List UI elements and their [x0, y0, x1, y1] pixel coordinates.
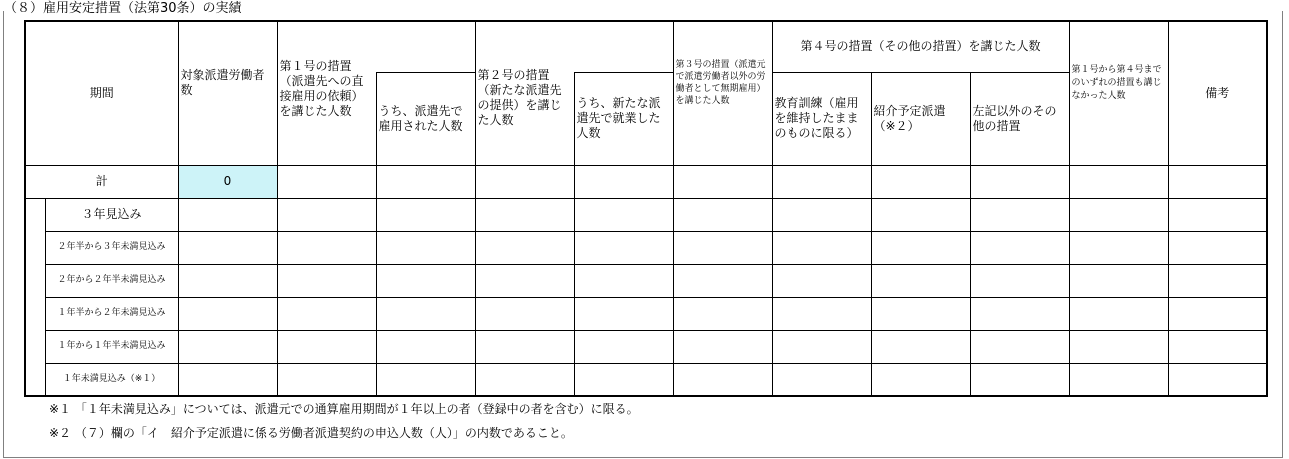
row-total-target-value[interactable]: 0 [178, 165, 277, 198]
table-cell[interactable] [376, 264, 475, 297]
table-cell[interactable] [673, 231, 772, 264]
table-cell[interactable] [970, 363, 1069, 396]
table-cell[interactable] [970, 198, 1069, 231]
header-measure1-sub [376, 72, 475, 165]
header-measure4-referral [871, 72, 970, 165]
table-cell[interactable] [970, 330, 1069, 363]
table-cell[interactable] [178, 330, 277, 363]
header-measure4: 第４号の措置（その他の措置）を講じた人数 [772, 21, 1069, 72]
note-2: ※２ （７）欄の「イ 紹介予定派遣に係る労働者派遣契約の申込人数（人）」の内数であること。 [49, 426, 573, 440]
header-measure2-top [475, 21, 673, 72]
table-cell[interactable] [178, 363, 277, 396]
row-total-label: 計 [25, 165, 178, 198]
header-measure4-other-text: 左記以外のその他の措置 [972, 103, 1057, 133]
header-measure1 [277, 59, 376, 165]
note-1: ※１ 「１年未満見込み」については、派遣元での通算雇用期間が１年以上の者（登録中の者を含む）に限る。 [49, 402, 639, 416]
header-measure2-sub [574, 72, 673, 165]
table-cell[interactable] [475, 330, 574, 363]
table-cell[interactable] [475, 165, 574, 198]
table-cell[interactable] [1069, 297, 1168, 330]
table-cell[interactable] [673, 330, 772, 363]
table-cell[interactable] [1168, 231, 1267, 264]
employment-stability-table [24, 20, 1268, 397]
table-cell[interactable] [574, 363, 673, 396]
table-cell[interactable] [277, 198, 376, 231]
table-cell[interactable] [970, 264, 1069, 297]
table-cell[interactable] [673, 165, 772, 198]
table-cell[interactable] [772, 165, 871, 198]
table-cell[interactable] [1069, 231, 1168, 264]
table-cell[interactable] [376, 330, 475, 363]
table-cell[interactable] [772, 297, 871, 330]
header-measure3 [673, 21, 772, 165]
header-measure2-text: 第２号の措置（新たな派遣先の提供）を講じた人数 [477, 68, 562, 128]
table-cell[interactable] [277, 264, 376, 297]
table-cell[interactable] [574, 264, 673, 297]
table-cell[interactable] [1069, 198, 1168, 231]
header-remarks: 備考 [1168, 21, 1267, 165]
row-2.5to3-label: ２年半から３年未満見込み [45, 231, 178, 264]
table-cell[interactable] [1168, 264, 1267, 297]
table-cell[interactable] [673, 264, 772, 297]
table-cell[interactable] [1069, 330, 1168, 363]
header-period: 期間 [25, 21, 178, 165]
row-indent-spacer [25, 198, 45, 396]
table-cell[interactable] [277, 363, 376, 396]
table-cell[interactable] [871, 363, 970, 396]
table-cell[interactable] [376, 231, 475, 264]
table-cell[interactable] [871, 264, 970, 297]
row-2to2.5-label: ２年から２年半未満見込み [45, 264, 178, 297]
table-cell[interactable] [178, 264, 277, 297]
table-cell[interactable] [772, 363, 871, 396]
header-measure4-referral-text: 紹介予定派遣（※２） [873, 103, 946, 133]
table-cell[interactable] [178, 297, 277, 330]
header-none [1069, 21, 1168, 165]
header-measure4-other [970, 72, 1069, 165]
table-cell[interactable] [376, 297, 475, 330]
header-target [178, 21, 277, 165]
table-cell[interactable] [871, 165, 970, 198]
table-cell[interactable] [178, 231, 277, 264]
table-cell[interactable] [1069, 165, 1168, 198]
table-cell[interactable] [277, 297, 376, 330]
table-cell[interactable] [475, 297, 574, 330]
row-1to1.5-label: １年から１年半未満見込み [45, 330, 178, 363]
header-measure3-text: 第３号の措置（派遣元で派遣労働者以外の労働者として無期雇用）を講じた人数 [675, 60, 766, 107]
table-cell[interactable] [970, 297, 1069, 330]
table-cell[interactable] [475, 231, 574, 264]
table-cell[interactable] [1168, 330, 1267, 363]
table-cell[interactable] [772, 330, 871, 363]
table-cell[interactable] [772, 264, 871, 297]
table-cell[interactable] [475, 264, 574, 297]
table-cell[interactable] [673, 297, 772, 330]
table-cell[interactable] [475, 198, 574, 231]
header-measure2 [475, 68, 574, 165]
table-cell[interactable] [376, 198, 475, 231]
table-cell[interactable] [277, 231, 376, 264]
header-measure1-text: 第１号の措置（派遣先への直接雇用の依頼）を講じた人数 [279, 59, 364, 119]
table-cell[interactable] [574, 231, 673, 264]
table-cell[interactable] [1168, 165, 1267, 198]
table-cell[interactable] [871, 231, 970, 264]
table-cell[interactable] [574, 297, 673, 330]
table-cell[interactable] [1069, 264, 1168, 297]
row-under1-label: １年未満見込み（※１） [45, 363, 178, 396]
table-cell[interactable] [574, 330, 673, 363]
row-1.5to2-label: １年半から２年未満見込み [45, 297, 178, 330]
section-title: （８）雇用安定措置（法第30条）の実績 [4, 1, 242, 16]
table-cell[interactable] [376, 165, 475, 198]
table-cell[interactable] [1168, 297, 1267, 330]
header-measure1-sub-text: うち、派遣先で雇用された人数 [378, 103, 463, 133]
table-cell[interactable] [574, 165, 673, 198]
table-cell[interactable] [1168, 363, 1267, 396]
table-cell[interactable] [475, 363, 574, 396]
header-measure4-training [772, 72, 871, 165]
header-measure4-training-text: 教育訓練（雇用を維持したままのものに限る） [774, 96, 859, 140]
table-cell[interactable] [970, 165, 1069, 198]
header-measure2-sub-text: うち、新たな派遣先で就業した人数 [576, 96, 661, 140]
table-cell[interactable] [772, 231, 871, 264]
header-target-text: 対象派遣労働者数 [180, 68, 265, 98]
table-cell[interactable] [277, 165, 376, 198]
table-cell[interactable] [871, 297, 970, 330]
table-cell[interactable] [970, 231, 1069, 264]
table-cell[interactable] [277, 330, 376, 363]
table-cell[interactable] [178, 198, 277, 231]
table-cell[interactable] [772, 198, 871, 231]
table-cell[interactable] [871, 198, 970, 231]
table-cell[interactable] [574, 198, 673, 231]
table-cell[interactable] [376, 363, 475, 396]
table-cell[interactable] [1069, 363, 1168, 396]
header-none-text: 第１号から第４号までのいずれの措置も講じなかった人数 [1071, 64, 1162, 101]
row-3year-label: ３年見込み [45, 198, 178, 231]
table-cell[interactable] [673, 363, 772, 396]
table-cell[interactable] [871, 330, 970, 363]
table-cell[interactable] [673, 198, 772, 231]
table-cell[interactable] [1168, 198, 1267, 231]
